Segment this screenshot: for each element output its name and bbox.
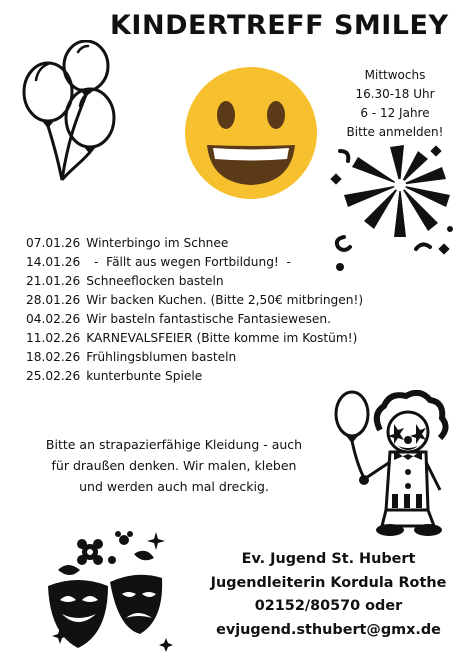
signup-note: Bitte anmelden! — [346, 125, 444, 139]
meeting-info — [330, 66, 460, 142]
schedule-row — [26, 272, 446, 291]
program-schedule — [26, 234, 446, 386]
schedule-date: 11.02.26 — [26, 331, 81, 345]
theater-masks-icon — [38, 530, 178, 658]
schedule-row — [26, 367, 446, 386]
schedule-row — [26, 253, 446, 272]
schedule-event: Wir backen Kuchen. (Bitte 2,50€ mitbringen!) — [86, 293, 364, 307]
schedule-row — [26, 329, 446, 348]
clothing-note — [24, 434, 324, 497]
flyer-title: KINDERTREFF SMILEY — [110, 10, 449, 41]
schedule-event: - Fällt aus wegen Fortbildung! - — [86, 255, 291, 269]
schedule-event: Schneeflocken basteln — [86, 274, 224, 288]
schedule-date: 25.02.26 — [26, 369, 81, 383]
contact-info — [196, 548, 461, 642]
schedule-event: Winterbingo im Schnee — [86, 236, 229, 250]
meeting-time: 16.30-18 Uhr — [355, 87, 435, 101]
schedule-date: 04.02.26 — [26, 312, 81, 326]
balloons-icon — [18, 40, 118, 190]
note-line: für draußen denken. Wir malen, kleben — [51, 458, 297, 473]
schedule-date: 28.01.26 — [26, 293, 81, 307]
youth-leader: Jugendleiterin Kordula Rothe — [210, 574, 447, 591]
schedule-row — [26, 234, 446, 253]
schedule-event: kunterbunte Spiele — [86, 369, 203, 383]
phone-number: 02152/80570 oder — [254, 598, 403, 614]
email-address: evjugend.sthubert@gmx.de — [216, 621, 441, 638]
schedule-date: 14.01.26 — [26, 255, 81, 269]
schedule-date: 07.01.26 — [26, 236, 81, 250]
schedule-date: 21.01.26 — [26, 274, 81, 288]
schedule-row — [26, 291, 446, 310]
clown-icon — [330, 390, 460, 540]
organization-name: Ev. Jugend St. Hubert — [241, 551, 416, 567]
smiley-emoji-icon — [183, 65, 319, 201]
note-line: und werden auch mal dreckig. — [79, 479, 269, 494]
schedule-event: Frühlingsblumen basteln — [86, 350, 237, 364]
schedule-event: Wir basteln fantastische Fantasiewesen. — [86, 312, 332, 326]
schedule-row — [26, 348, 446, 367]
meeting-day: Mittwochs — [364, 68, 426, 82]
age-range: 6 - 12 Jahre — [360, 106, 430, 120]
schedule-row — [26, 310, 446, 329]
note-line: Bitte an strapazierfähige Kleidung - auch — [45, 437, 303, 452]
schedule-date: 18.02.26 — [26, 350, 81, 364]
schedule-event: KARNEVALSFEIER (Bitte komme im Kostüm!) — [86, 331, 358, 345]
